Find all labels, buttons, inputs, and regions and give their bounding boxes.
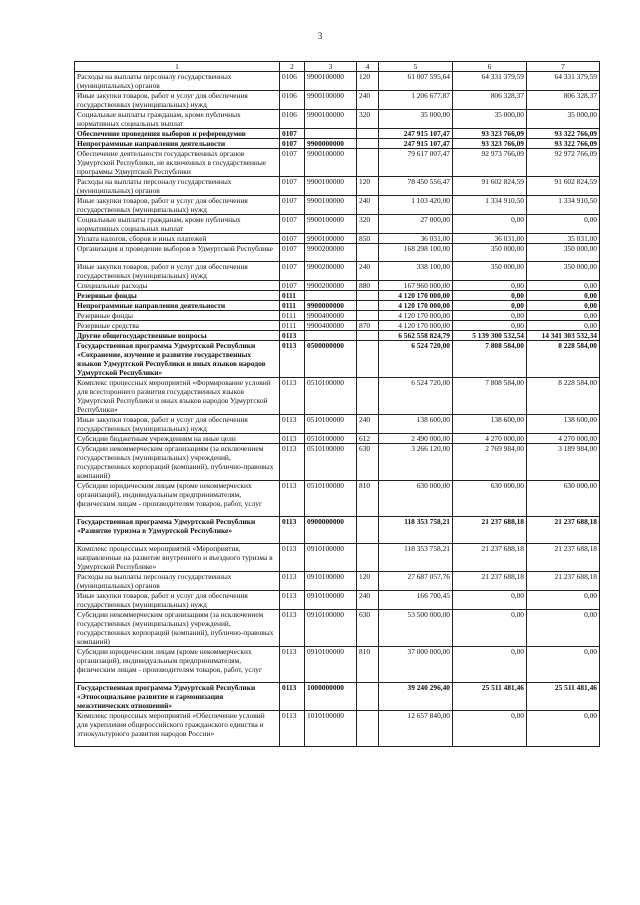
row-type-cell: 880: [357, 281, 379, 291]
row-amount-6-cell: 5 139 300 532,54: [453, 331, 527, 341]
row-code-cell: 9900100000: [305, 149, 357, 177]
row-code-cell: 0510100000: [305, 444, 357, 481]
row-section-cell: 0113: [280, 647, 305, 683]
row-name-cell: Иные закупки товаров, работ и услуг для обеспечения государственных (муниципальных) нужд: [75, 91, 280, 110]
row-section-cell: 0107: [280, 196, 305, 215]
row-amount-5-cell: 6 524 720,00: [379, 378, 453, 415]
row-code-cell: [305, 291, 357, 301]
row-section-cell: 0107: [280, 234, 305, 244]
row-amount-6-cell: 350 000,00: [453, 244, 527, 262]
row-amount-7-cell: 0,00: [527, 591, 600, 610]
header-cell: 4: [357, 62, 379, 72]
row-amount-5-cell: 35 000,00: [379, 110, 453, 129]
row-name-cell: Организация и проведение выборов в Удмуртской Республике: [75, 244, 280, 262]
row-type-cell: 240: [357, 262, 379, 281]
row-section-cell: 0113: [280, 572, 305, 591]
row-section-cell: 0107: [280, 215, 305, 234]
row-amount-7-cell: 8 228 584,00: [527, 378, 600, 415]
row-code-cell: [305, 331, 357, 341]
row-amount-5-cell: 630 000,00: [379, 481, 453, 517]
row-type-cell: 240: [357, 591, 379, 610]
table-row: [75, 572, 600, 591]
row-amount-5-cell: 4 120 170 000,00: [379, 311, 453, 321]
table-row: [75, 331, 600, 341]
row-amount-7-cell: 0,00: [527, 321, 600, 331]
table-row: [75, 149, 600, 177]
row-amount-5-cell: 338 100,00: [379, 262, 453, 281]
row-amount-6-cell: 35 000,00: [453, 110, 527, 129]
row-amount-7-cell: 21 237 688,18: [527, 517, 600, 544]
row-code-cell: 0900000000: [305, 517, 357, 544]
row-type-cell: [357, 378, 379, 415]
row-name-cell: Социальные выплаты гражданам, кроме публичных нормативных социальных выплат: [75, 215, 280, 234]
row-section-cell: 0111: [280, 301, 305, 311]
row-amount-7-cell: 64 331 379,59: [527, 72, 600, 91]
header-cell: 1: [75, 62, 280, 72]
row-amount-6-cell: 21 237 688,18: [453, 517, 527, 544]
row-amount-7-cell: 350 000,00: [527, 262, 600, 281]
row-section-cell: 0113: [280, 544, 305, 572]
row-section-cell: 0113: [280, 683, 305, 711]
table-row: [75, 444, 600, 481]
row-amount-7-cell: 0,00: [527, 647, 600, 683]
row-section-cell: 0106: [280, 110, 305, 129]
table-row: [75, 311, 600, 321]
row-amount-6-cell: 0,00: [453, 591, 527, 610]
row-amount-6-cell: 0,00: [453, 281, 527, 291]
row-type-cell: [357, 683, 379, 711]
row-amount-5-cell: 12 657 840,00: [379, 711, 453, 747]
row-amount-6-cell: 0,00: [453, 647, 527, 683]
row-amount-6-cell: 4 270 000,00: [453, 434, 527, 444]
row-code-cell: 0510100000: [305, 378, 357, 415]
row-section-cell: 0106: [280, 72, 305, 91]
row-section-cell: 0113: [280, 610, 305, 647]
row-name-cell: Резервные фонды: [75, 291, 280, 301]
row-amount-7-cell: 0,00: [527, 610, 600, 647]
row-amount-6-cell: 350 000,00: [453, 262, 527, 281]
row-section-cell: 0113: [280, 331, 305, 341]
table-row: [75, 129, 600, 139]
row-code-cell: 9900400000: [305, 311, 357, 321]
row-amount-6-cell: 0,00: [453, 610, 527, 647]
table-row: [75, 281, 600, 291]
table-row: [75, 378, 600, 415]
row-amount-7-cell: 3 189 984,00: [527, 444, 600, 481]
row-amount-7-cell: 0,00: [527, 311, 600, 321]
row-type-cell: 870: [357, 321, 379, 331]
row-code-cell: 9900200000: [305, 281, 357, 291]
row-section-cell: 0107: [280, 262, 305, 281]
row-type-cell: [357, 331, 379, 341]
row-amount-5-cell: 78 450 556,47: [379, 177, 453, 196]
row-name-cell: Расходы на выплаты персоналу государственных (муниципальных) органов: [75, 177, 280, 196]
row-type-cell: [357, 711, 379, 747]
row-code-cell: [305, 129, 357, 139]
row-name-cell: Государственная программа Удмуртской Республики «Развитие туризма в Удмуртской Республике»: [75, 517, 280, 544]
table-row: [75, 434, 600, 444]
row-amount-7-cell: 138 600,00: [527, 415, 600, 434]
row-code-cell: 9900100000: [305, 72, 357, 91]
header-cell: 7: [527, 62, 600, 72]
row-name-cell: Государственная программа Удмуртской Республики «Этносоциальное развитие и гармонизация межэтнических отношений»: [75, 683, 280, 711]
row-type-cell: [357, 291, 379, 301]
table-row: [75, 72, 600, 91]
row-amount-5-cell: 27 687 057,76: [379, 572, 453, 591]
row-type-cell: 630: [357, 444, 379, 481]
table-row: [75, 683, 600, 711]
table-row: [75, 481, 600, 517]
row-code-cell: 9900100000: [305, 215, 357, 234]
row-amount-6-cell: 7 808 584,00: [453, 378, 527, 415]
row-type-cell: 810: [357, 481, 379, 517]
table-row: [75, 711, 600, 747]
row-code-cell: 9900100000: [305, 91, 357, 110]
row-amount-6-cell: 0,00: [453, 321, 527, 331]
row-amount-6-cell: 2 769 984,00: [453, 444, 527, 481]
table-row: [75, 544, 600, 572]
row-amount-5-cell: 39 240 296,40: [379, 683, 453, 711]
row-section-cell: 0113: [280, 341, 305, 378]
table-row: [75, 591, 600, 610]
row-amount-7-cell: 4 270 000,00: [527, 434, 600, 444]
row-amount-5-cell: 37 000 000,00: [379, 647, 453, 683]
table-row: [75, 262, 600, 281]
row-section-cell: 0107: [280, 139, 305, 149]
row-code-cell: 9900000000: [305, 301, 357, 311]
row-amount-6-cell: 93 323 766,09: [453, 139, 527, 149]
row-code-cell: 0910100000: [305, 647, 357, 683]
row-amount-7-cell: 35 000,00: [527, 110, 600, 129]
row-amount-7-cell: 14 341 303 532,34: [527, 331, 600, 341]
row-section-cell: 0107: [280, 177, 305, 196]
row-section-cell: 0111: [280, 291, 305, 301]
row-name-cell: Резервные фонды: [75, 311, 280, 321]
row-amount-7-cell: 25 511 481,46: [527, 683, 600, 711]
budget-table: [74, 61, 600, 747]
row-amount-5-cell: 27 000,00: [379, 215, 453, 234]
row-name-cell: Резервные средства: [75, 321, 280, 331]
row-code-cell: 9900100000: [305, 196, 357, 215]
row-amount-5-cell: 2 490 000,00: [379, 434, 453, 444]
row-type-cell: 120: [357, 177, 379, 196]
row-type-cell: [357, 311, 379, 321]
row-type-cell: [357, 149, 379, 177]
table-row: [75, 610, 600, 647]
row-amount-6-cell: 93 323 766,09: [453, 129, 527, 139]
row-amount-6-cell: 138 600,00: [453, 415, 527, 434]
table-row: [75, 215, 600, 234]
row-amount-5-cell: 4 120 170 000,00: [379, 291, 453, 301]
row-section-cell: 0107: [280, 281, 305, 291]
row-section-cell: 0107: [280, 129, 305, 139]
row-amount-5-cell: 168 298 100,00: [379, 244, 453, 262]
row-amount-5-cell: 118 353 758,21: [379, 517, 453, 544]
row-type-cell: 850: [357, 234, 379, 244]
row-name-cell: Субсидии некоммерческим организациям (за исключением государственных (муниципальных) учреждений, государственных корпораций (компаний), публично-правовых компаний): [75, 610, 280, 647]
table-row: [75, 177, 600, 196]
table-row: [75, 415, 600, 434]
row-name-cell: Субсидии некоммерческим организациям (за исключением государственных (муниципальных) учреждений, государственных корпораций (компаний), публично-правовых компаний): [75, 444, 280, 481]
row-amount-7-cell: 0,00: [527, 215, 600, 234]
table-row: [75, 244, 600, 262]
row-code-cell: 0510100000: [305, 415, 357, 434]
row-amount-7-cell: 0,00: [527, 301, 600, 311]
table-row: [75, 517, 600, 544]
row-type-cell: [357, 244, 379, 262]
row-amount-5-cell: 1 206 677,87: [379, 91, 453, 110]
row-amount-7-cell: 35 031,00: [527, 234, 600, 244]
header-cell: 2: [280, 62, 305, 72]
row-amount-7-cell: 1 334 910,50: [527, 196, 600, 215]
row-name-cell: Иные закупки товаров, работ и услуг для обеспечения государственных (муниципальных) нужд: [75, 196, 280, 215]
row-code-cell: 9900200000: [305, 262, 357, 281]
row-name-cell: Государственная программа Удмуртской Республики «Сохранение, изучение и развитие государственных языков Удмуртской Республики и иных языков народов Удмуртской Республики»: [75, 341, 280, 378]
row-type-cell: 612: [357, 434, 379, 444]
row-amount-6-cell: 630 000,00: [453, 481, 527, 517]
row-amount-7-cell: 806 328,37: [527, 91, 600, 110]
row-type-cell: [357, 301, 379, 311]
row-amount-5-cell: 118 353 758,21: [379, 544, 453, 572]
row-code-cell: 0910100000: [305, 544, 357, 572]
row-type-cell: 320: [357, 215, 379, 234]
row-amount-7-cell: 0,00: [527, 711, 600, 747]
row-code-cell: 9900200000: [305, 244, 357, 262]
row-amount-7-cell: 93 322 766,09: [527, 129, 600, 139]
row-code-cell: 9900100000: [305, 177, 357, 196]
row-name-cell: Иные закупки товаров, работ и услуг для обеспечения государственных (муниципальных) нужд: [75, 591, 280, 610]
table-header-row: [75, 62, 600, 72]
table-row: [75, 139, 600, 149]
row-amount-5-cell: 138 600,00: [379, 415, 453, 434]
row-type-cell: 320: [357, 110, 379, 129]
row-code-cell: 1010100000: [305, 711, 357, 747]
row-code-cell: 0910100000: [305, 572, 357, 591]
row-amount-5-cell: 166 700,45: [379, 591, 453, 610]
row-section-cell: 0113: [280, 434, 305, 444]
row-section-cell: 0113: [280, 481, 305, 517]
row-name-cell: Непрограммные направления деятельности: [75, 301, 280, 311]
row-name-cell: Комплекс процессных мероприятий «Формирование условий для всестороннего развития государственных языков Удмуртской Республики и иных языков народов Удмуртской Республики»: [75, 378, 280, 415]
row-amount-6-cell: 0,00: [453, 291, 527, 301]
row-name-cell: Уплата налогов, сборов и иных платежей: [75, 234, 280, 244]
row-amount-6-cell: 0,00: [453, 301, 527, 311]
row-code-cell: 9900100000: [305, 110, 357, 129]
row-name-cell: Социальные выплаты гражданам, кроме публичных нормативных социальных выплат: [75, 110, 280, 129]
row-amount-7-cell: 91 602 824,59: [527, 177, 600, 196]
row-code-cell: 1000000000: [305, 683, 357, 711]
row-section-cell: 0107: [280, 149, 305, 177]
row-amount-7-cell: 21 237 688,18: [527, 572, 600, 591]
table-row: [75, 234, 600, 244]
row-amount-7-cell: 630 000,00: [527, 481, 600, 517]
row-type-cell: 240: [357, 415, 379, 434]
row-code-cell: 0510100000: [305, 481, 357, 517]
row-section-cell: 0113: [280, 378, 305, 415]
row-code-cell: 9900400000: [305, 321, 357, 331]
row-amount-6-cell: 21 237 688,18: [453, 572, 527, 591]
row-amount-6-cell: 7 808 584,00: [453, 341, 527, 378]
table-row: [75, 110, 600, 129]
row-amount-6-cell: 64 331 379,59: [453, 72, 527, 91]
row-amount-5-cell: 4 120 170 000,00: [379, 321, 453, 331]
row-amount-5-cell: 1 103 420,00: [379, 196, 453, 215]
row-amount-7-cell: 8 228 584,00: [527, 341, 600, 378]
row-name-cell: Комплекс процессных мероприятий «Мероприятия, направленные на развитие внутреннего и въездного туризма в Удмуртской Республике»: [75, 544, 280, 572]
table-row: [75, 301, 600, 311]
row-amount-6-cell: 0,00: [453, 311, 527, 321]
row-type-cell: 810: [357, 647, 379, 683]
row-amount-7-cell: 350 000,00: [527, 244, 600, 262]
header-cell: 6: [453, 62, 527, 72]
table-body: [75, 72, 600, 747]
row-section-cell: 0111: [280, 321, 305, 331]
row-amount-7-cell: 93 322 766,09: [527, 139, 600, 149]
row-amount-6-cell: 92 973 766,09: [453, 149, 527, 177]
row-name-cell: Обеспечение деятельности государственных органов Удмуртской Республики, не включенных в государственные программы Удмуртской Республики: [75, 149, 280, 177]
row-amount-7-cell: 0,00: [527, 291, 600, 301]
row-code-cell: 0910100000: [305, 610, 357, 647]
table-row: [75, 196, 600, 215]
row-type-cell: 120: [357, 72, 379, 91]
row-type-cell: [357, 139, 379, 149]
row-amount-6-cell: 25 511 481,46: [453, 683, 527, 711]
table-row: [75, 291, 600, 301]
row-amount-5-cell: 247 915 107,47: [379, 129, 453, 139]
row-code-cell: 0500000000: [305, 341, 357, 378]
row-type-cell: [357, 341, 379, 378]
row-type-cell: 120: [357, 572, 379, 591]
row-type-cell: [357, 517, 379, 544]
row-code-cell: 9900100000: [305, 234, 357, 244]
row-amount-5-cell: 6 562 558 824,79: [379, 331, 453, 341]
row-name-cell: Другие общегосударственные вопросы: [75, 331, 280, 341]
row-name-cell: Обеспечение проведения выборов и референдумов: [75, 129, 280, 139]
header-cell: 3: [305, 62, 357, 72]
row-amount-6-cell: 1 334 910,50: [453, 196, 527, 215]
row-code-cell: 0910100000: [305, 591, 357, 610]
row-amount-5-cell: 3 266 120,00: [379, 444, 453, 481]
row-amount-6-cell: 91 602 824,59: [453, 177, 527, 196]
row-type-cell: 630: [357, 610, 379, 647]
row-amount-6-cell: 21 237 688,18: [453, 544, 527, 572]
row-section-cell: 0113: [280, 517, 305, 544]
row-amount-5-cell: 61 007 595,64: [379, 72, 453, 91]
row-section-cell: 0113: [280, 711, 305, 747]
row-amount-6-cell: 806 328,37: [453, 91, 527, 110]
row-amount-5-cell: 247 915 107,47: [379, 139, 453, 149]
table-row: [75, 647, 600, 683]
table-row: [75, 341, 600, 378]
row-section-cell: 0107: [280, 244, 305, 262]
row-name-cell: Субсидии юридическим лицам (кроме некоммерческих организаций), индивидуальным предпринимателям, физическим лицам - производителям товаров, работ, услуг: [75, 647, 280, 683]
row-section-cell: 0113: [280, 591, 305, 610]
row-type-cell: [357, 129, 379, 139]
row-amount-5-cell: 6 524 720,00: [379, 341, 453, 378]
row-amount-5-cell: 79 617 007,47: [379, 149, 453, 177]
row-name-cell: Субсидии юридическим лицам (кроме некоммерческих организаций), индивидуальным предпринимателям, физическим лицам - производителям товаров, работ, услуг: [75, 481, 280, 517]
row-amount-5-cell: 167 960 000,00: [379, 281, 453, 291]
row-section-cell: 0113: [280, 444, 305, 481]
page-number: 3: [317, 31, 323, 41]
row-code-cell: 9900000000: [305, 139, 357, 149]
row-amount-5-cell: 53 500 000,00: [379, 610, 453, 647]
table-row: [75, 321, 600, 331]
table-row: [75, 91, 600, 110]
row-type-cell: 240: [357, 91, 379, 110]
row-name-cell: Расходы на выплаты персоналу государственных (муниципальных) органов: [75, 572, 280, 591]
row-name-cell: Специальные расходы: [75, 281, 280, 291]
row-amount-6-cell: 0,00: [453, 711, 527, 747]
row-name-cell: Субсидии бюджетным учреждениям на иные цели: [75, 434, 280, 444]
row-name-cell: Расходы на выплаты персоналу государственных (муниципальных) органов: [75, 72, 280, 91]
row-name-cell: Иные закупки товаров, работ и услуг для обеспечения государственных (муниципальных) нужд: [75, 262, 280, 281]
row-section-cell: 0111: [280, 311, 305, 321]
row-section-cell: 0113: [280, 415, 305, 434]
row-amount-7-cell: 92 972 766,09: [527, 149, 600, 177]
row-name-cell: Комплекс процессных мероприятий «Обеспечение условий для укрепления общероссийского гражданского единства и этнокультурного развития народов России»: [75, 711, 280, 747]
row-type-cell: [357, 544, 379, 572]
row-name-cell: Иные закупки товаров, работ и услуг для обеспечения государственных (муниципальных) нужд: [75, 415, 280, 434]
row-name-cell: Непрограммные направления деятельности: [75, 139, 280, 149]
row-code-cell: 0510100000: [305, 434, 357, 444]
row-amount-5-cell: 4 120 170 000,00: [379, 301, 453, 311]
row-amount-7-cell: 21 237 688,18: [527, 544, 600, 572]
row-amount-6-cell: 36 031,00: [453, 234, 527, 244]
header-cell: 5: [379, 62, 453, 72]
row-section-cell: 0106: [280, 91, 305, 110]
row-type-cell: 240: [357, 196, 379, 215]
row-amount-5-cell: 36 031,00: [379, 234, 453, 244]
row-amount-6-cell: 0,00: [453, 215, 527, 234]
row-amount-7-cell: 0,00: [527, 281, 600, 291]
